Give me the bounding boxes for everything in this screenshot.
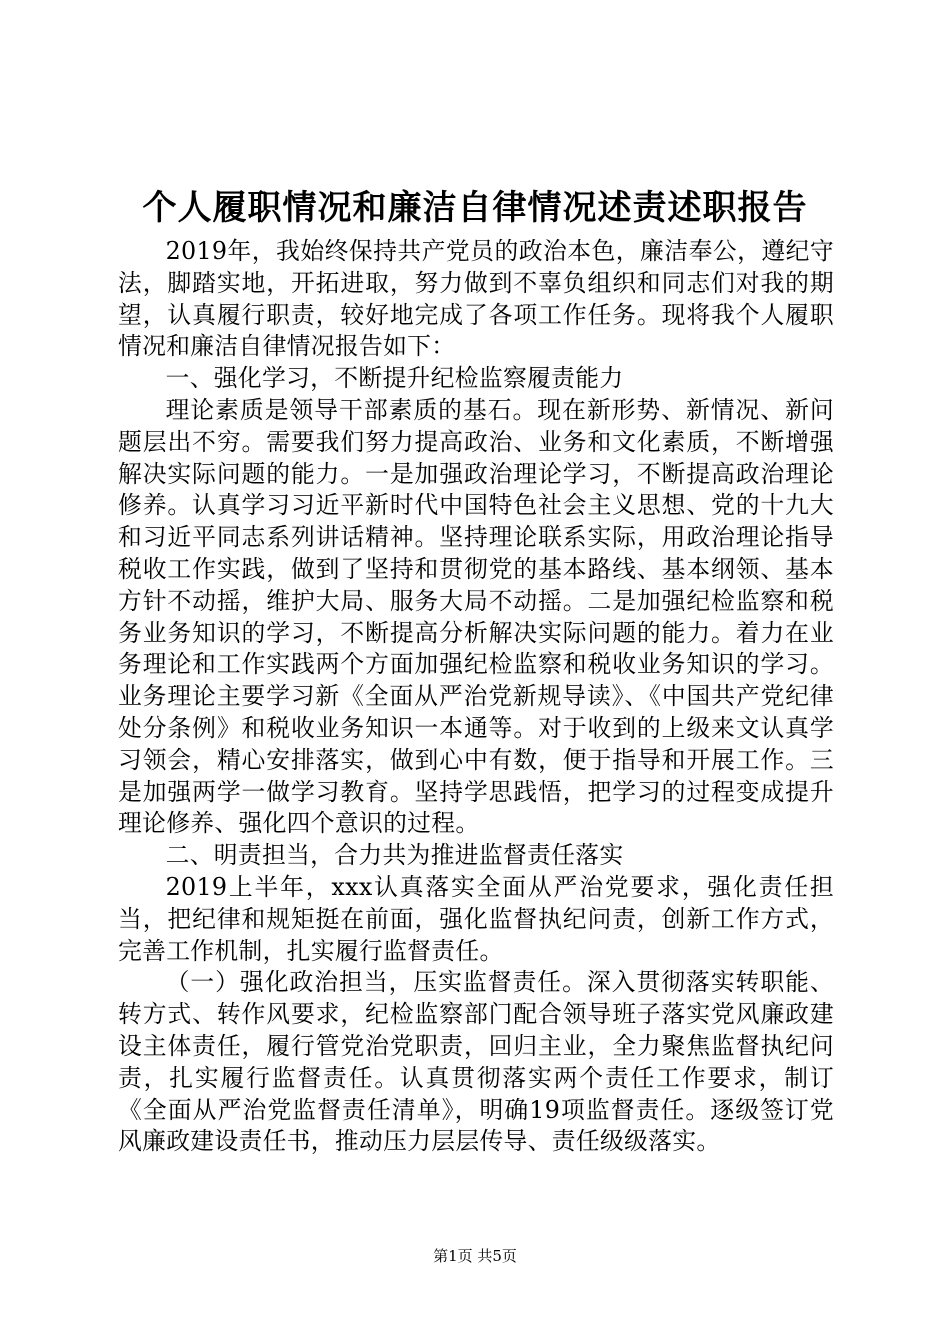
paragraph-subsection-1: （一）强化政治担当，压实监督责任。深入贯彻落实转职能、转方式、转作风要求，纪检监察部门配合领导班子落实党风廉政建设主体责任，履行管党治党职责，回归主业，全力聚焦监督执纪问责，扎实履行监督责任。认真贯彻落实两个责任工作要求，制订《全面从严治党监督责任清单》，明确19项监督责任。逐级签订党风廉政建设责任书，推动压力层层传导、责任级级落实。 bbox=[118, 968, 834, 1156]
paragraph-responsibility: 2019上半年，xxx认真落实全面从严治党要求，强化责任担当，把纪律和规矩挺在前面，强化监督执纪问责，创新工作方式，完善工作机制，扎实履行监督责任。 bbox=[118, 872, 834, 965]
document-body bbox=[118, 236, 834, 1158]
paragraph-study: 理论素质是领导干部素质的基石。现在新形势、新情况、新问题层出不穷。需要我们努力提高政治、业务和文化素质，不断增强解决实际问题的能力。一是加强政治理论学习，不断提高政治理论修养。认真学习习近平新时代中国特色社会主义思想、党的十九大和习近平同志系列讲话精神。坚持理论联系实际，用政治理论指导税收工作实践，做到了坚持和贯彻党的基本路线、基本纲领、基本方针不动摇，维护大局、服务大局不动摇。二是加强纪检监察和税务业务知识的学习，不断提高分析解决实际问题的能力。着力在业务理论和工作实践两个方面加强纪检监察和税收业务知识的学习。业务理论主要学习新《全面从严治党新规导读》、《中国共产党纪律处分条例》和税收业务知识一本通等。对于收到的上级来文认真学习领会，精心安排落实，做到心中有数，便于指导和开展工作。三是加强两学一做学习教育。坚持学思践悟，把学习的过程变成提升理论修养、强化四个意识的过程。 bbox=[118, 395, 834, 838]
page-footer: 第1页 共5页 bbox=[433, 1247, 517, 1265]
section-heading-1: 一、强化学习，不断提升纪检监察履责能力 bbox=[165, 364, 624, 393]
paragraph-intro: 2019年，我始终保持共产党员的政治本色，廉洁奉公，遵纪守法，脚踏实地，开拓进取，努力做到不辜负组织和同志们对我的期望，认真履行职责，较好地完成了各项工作任务。现将我个人履职情况和廉洁自律情况报告如下： bbox=[118, 237, 834, 361]
section-heading-2: 二、明责担当，合力共为推进监督责任落实 bbox=[165, 841, 624, 870]
document-title: 个人履职情况和廉洁自律情况述责述职报告 bbox=[142, 188, 808, 228]
